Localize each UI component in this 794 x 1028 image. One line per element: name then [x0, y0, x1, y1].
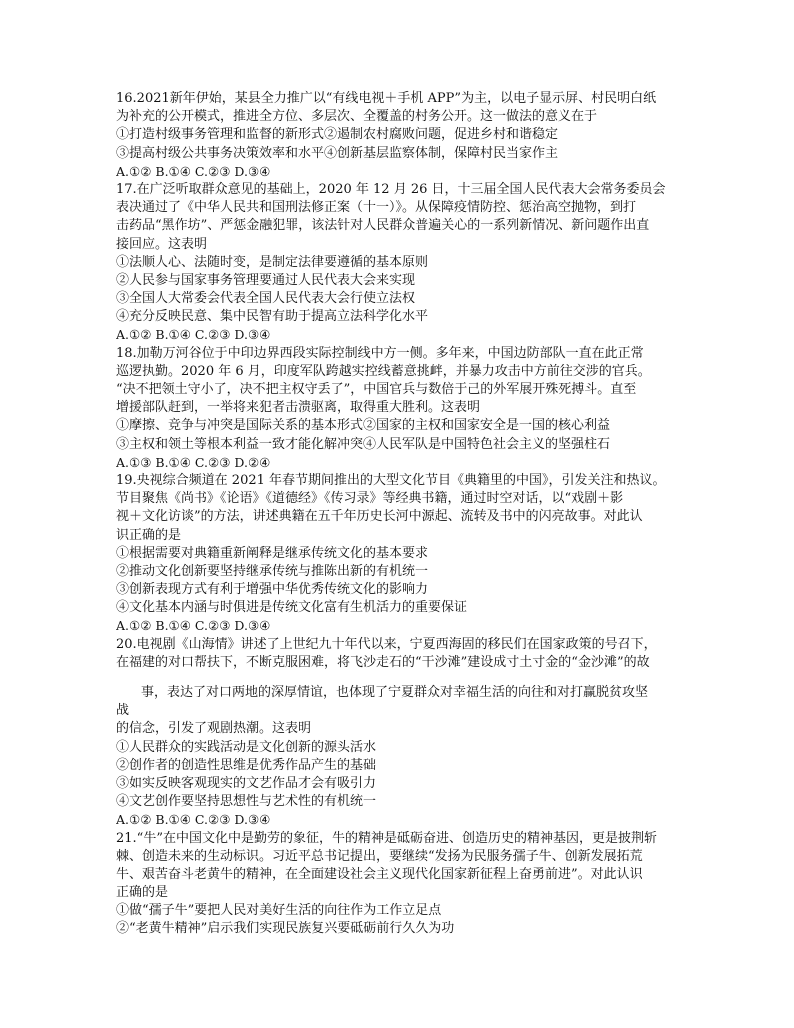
question-20-line: 事，表达了对口两地的深厚情谊，也体现了宁夏群众对幸福生活的向往和对打赢脱贫攻坚	[141, 685, 649, 700]
question-19-line: ②推动文化创新要坚持继承传统与推陈出新的有机统一	[116, 563, 429, 579]
question-20-line: ③如实反映客观现实的文艺作品才会有吸引力	[116, 775, 377, 791]
question-17-line: 接回应。这表明	[116, 236, 208, 252]
question-18-line: “决不把领土守小了，决不把主权守丢了”，中国官兵与数倍于己的外军展开殊死搏斗。直至	[116, 382, 637, 397]
question-18-line: ③主权和领土等根本利益一致才能化解冲突④人民军队是中国特色社会主义的坚强柱石	[116, 436, 611, 452]
question-20-line: ②创作者的创造性思维是优秀作品产生的基础	[116, 757, 377, 773]
question-17-line: 击药品“黑作坊”、严惩金融犯罪，该法针对人民群众普遍关心的一系列新情况、新问题作出直	[116, 218, 650, 234]
question-21-line: ①做“孺子牛”要把人民对美好生活的向往作为工作立足点	[116, 903, 442, 919]
question-20-line: 在福建的对口帮扶下，不断克服困难，将飞沙走石的“干沙滩”建设成寸土寸金的“金沙滩”的故	[116, 654, 650, 670]
question-19-options: A.①② B.①④ C.②③ D.③④	[116, 618, 271, 634]
question-20-line: 战	[116, 703, 130, 719]
question-16	[116, 90, 691, 181]
question-20-options: A.①② B.①④ C.②③ D.③④	[116, 812, 271, 828]
question-19	[116, 472, 691, 636]
question-18-options: A.①③ B.①④ C.②③ D.②④	[116, 454, 271, 470]
question-19-line: ①根据需要对典籍重新阐释是继承传统文化的基本要求	[116, 545, 429, 561]
question-17-line: 17.在广泛听取群众意见的基础上，2020 年 12 月 26 日，十三届全国人民代表大会常务委员会	[116, 181, 666, 197]
question-16-line: 为补充的公开模式，推进全方位、多层次、全覆盖的村务公开。这一做法的意义在于	[116, 109, 598, 125]
question-19-line: 识正确的是	[116, 527, 182, 543]
question-16-options: A.①② B.①④ C.②③ D.③④	[116, 163, 271, 179]
question-21-line: 牛、艰苦奋斗老黄牛的精神，在全面建设社会主义现代化国家新征程上奋勇前进”。对此认识	[116, 866, 643, 882]
question-19-line: 19.央视综合频道在 2021 年春节期间推出的大型文化节目《典籍里的中国》，引发关注和热议。	[116, 472, 666, 488]
question-16-line: ③提高村级公共事务决策效率和水平④创新基层监察体制，保障村民当家作主	[116, 145, 559, 161]
question-17-line: ④充分反映民意、集中民智有助于提高立法科学化水平	[116, 309, 429, 325]
question-19-line: ③创新表现方式有利于增强中华优秀传统文化的影响力	[116, 582, 429, 598]
question-18-line: 增援部队赶到，一举将来犯者击溃驱离，取得重大胜利。这表明	[116, 400, 481, 416]
question-19-line: 视＋文化访谈”的方法，讲述典籍在五千年历史长河中源起、流转及书中的闪亮故事。对此认	[116, 509, 643, 525]
question-21-line: ②“老黄牛精神”启示我们实现民族复兴要砥砺前行久久为功	[116, 921, 455, 937]
question-20	[116, 636, 691, 830]
question-19-line: ④文化基本内涵与时俱进是传统文化富有生机活力的重要保证	[116, 600, 468, 616]
question-21-line: 棘、创造未来的生动标识。习近平总书记提出，要继续“发扬为民服务孺子牛、创新发展拓荒	[116, 848, 643, 864]
question-17	[116, 181, 691, 345]
question-18	[116, 345, 691, 472]
question-18-line: ①摩擦、竞争与冲突是国际关系的基本形式②国家的主权和国家安全是一国的核心利益	[116, 418, 611, 434]
question-20-line: 的信念，引发了观剧热潮。这表明	[116, 721, 312, 737]
question-list	[116, 90, 691, 939]
question-20-line: ①人民群众的实践活动是文化创新的源头活水	[116, 739, 377, 755]
question-16-line: 16.2021新年伊始，某县全力推广以“有线电视＋手机 APP”为主，以电子显示屏、村民明白纸	[116, 91, 657, 106]
question-18-line: 巡逻执勤。2020 年 6 月，印度军队跨越实控线蓄意挑衅，并暴力攻击中方前往交涉的官兵。	[116, 363, 651, 379]
question-21-line: 21.“牛”在中国文化中是勤劳的象征，牛的精神是砥砺奋进、创造历史的精神基因，更是披荆斩	[116, 830, 657, 846]
question-19-line: 节目聚焦《尚书》《论语》《道德经》《传习录》等经典书籍，通过时空对话，以“戏剧＋影	[116, 491, 624, 507]
question-17-options: A.①② B.①④ C.②③ D.③④	[116, 327, 271, 343]
question-20-line: 20.电视剧《山海情》讲述了上世纪九十年代以来，宁夏西海固的移民们在国家政策的号召下，	[116, 636, 657, 652]
question-17-line: ②人民参与国家事务管理要通过人民代表大会来实现	[116, 272, 416, 288]
question-16-line: ①打造村级事务管理和监督的新形式②遏制农村腐败问题，促进乡村和谐稳定	[116, 127, 559, 143]
question-21-line: 正确的是	[116, 885, 169, 901]
blank-gap	[116, 672, 691, 684]
question-20-line: ④文艺创作要坚持思想性与艺术性的有机统一	[116, 794, 377, 810]
question-17-line: 表决通过了《中华人民共和国刑法修正案（十一）》。从保障疫情防控、惩治高空抛物，到打	[116, 200, 637, 216]
question-21	[116, 830, 691, 939]
question-17-line: ①法顺人心、法随时变，是制定法律要遵循的基本原则	[116, 254, 429, 270]
question-18-line: 18.加勒万河谷位于中印边界西段实际控制线中方一侧。多年来，中国边防部队一直在此正常	[116, 345, 644, 361]
question-17-line: ③全国人大常委会代表全国人民代表大会行使立法权	[116, 291, 416, 307]
